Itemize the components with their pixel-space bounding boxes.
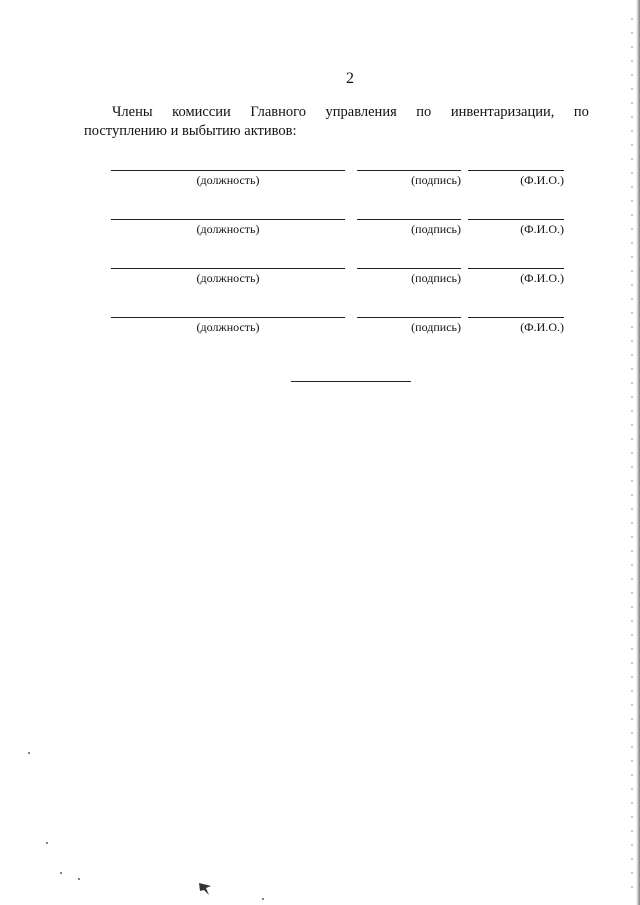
signature-line [357, 268, 461, 269]
intro-word: Члены [112, 104, 153, 120]
name-caption: (Ф.И.О.) [520, 222, 564, 236]
position-caption: (должность) [196, 271, 260, 285]
intro-word: инвентаризации, [450, 104, 555, 120]
scan-edge-shadow [636, 0, 640, 905]
position-line [111, 219, 345, 220]
position-line [111, 268, 345, 269]
signature-row [0, 219, 640, 243]
signature-line [357, 170, 461, 171]
intro-line-1 [84, 103, 589, 122]
name-line [468, 219, 564, 220]
signature-caption: (подпись) [411, 320, 461, 334]
name-caption: (Ф.И.О.) [520, 173, 564, 187]
end-of-document-rule [291, 381, 411, 382]
intro-line-2: поступлению и выбытию активов: [84, 123, 297, 139]
intro-word: управления [325, 104, 397, 120]
scan-speck [46, 842, 48, 844]
signature-line [357, 317, 461, 318]
scan-speck [78, 878, 80, 880]
signature-row [0, 170, 640, 194]
scan-edge-dots [631, 18, 633, 898]
signature-caption: (подпись) [411, 222, 461, 236]
scan-mark-icon [197, 880, 215, 898]
name-line [468, 170, 564, 171]
position-line [111, 170, 345, 171]
position-caption: (должность) [196, 173, 260, 187]
signature-caption: (подпись) [411, 173, 461, 187]
name-line [468, 268, 564, 269]
scan-speck [262, 898, 264, 900]
page-number: 2 [346, 70, 354, 87]
signature-row [0, 268, 640, 292]
scan-speck [60, 872, 62, 874]
intro-word: Главного [250, 104, 306, 120]
position-caption: (должность) [196, 222, 260, 236]
position-caption: (должность) [196, 320, 260, 334]
signature-row [0, 317, 640, 341]
name-line [468, 317, 564, 318]
commission-intro [84, 103, 589, 141]
signature-line [357, 219, 461, 220]
intro-word: по [416, 104, 432, 120]
name-caption: (Ф.И.О.) [520, 320, 564, 334]
name-caption: (Ф.И.О.) [520, 271, 564, 285]
signature-caption: (подпись) [411, 271, 461, 285]
position-line [111, 317, 345, 318]
intro-word: по [573, 104, 589, 120]
scan-speck [28, 752, 30, 754]
intro-word: комиссии [172, 104, 231, 120]
